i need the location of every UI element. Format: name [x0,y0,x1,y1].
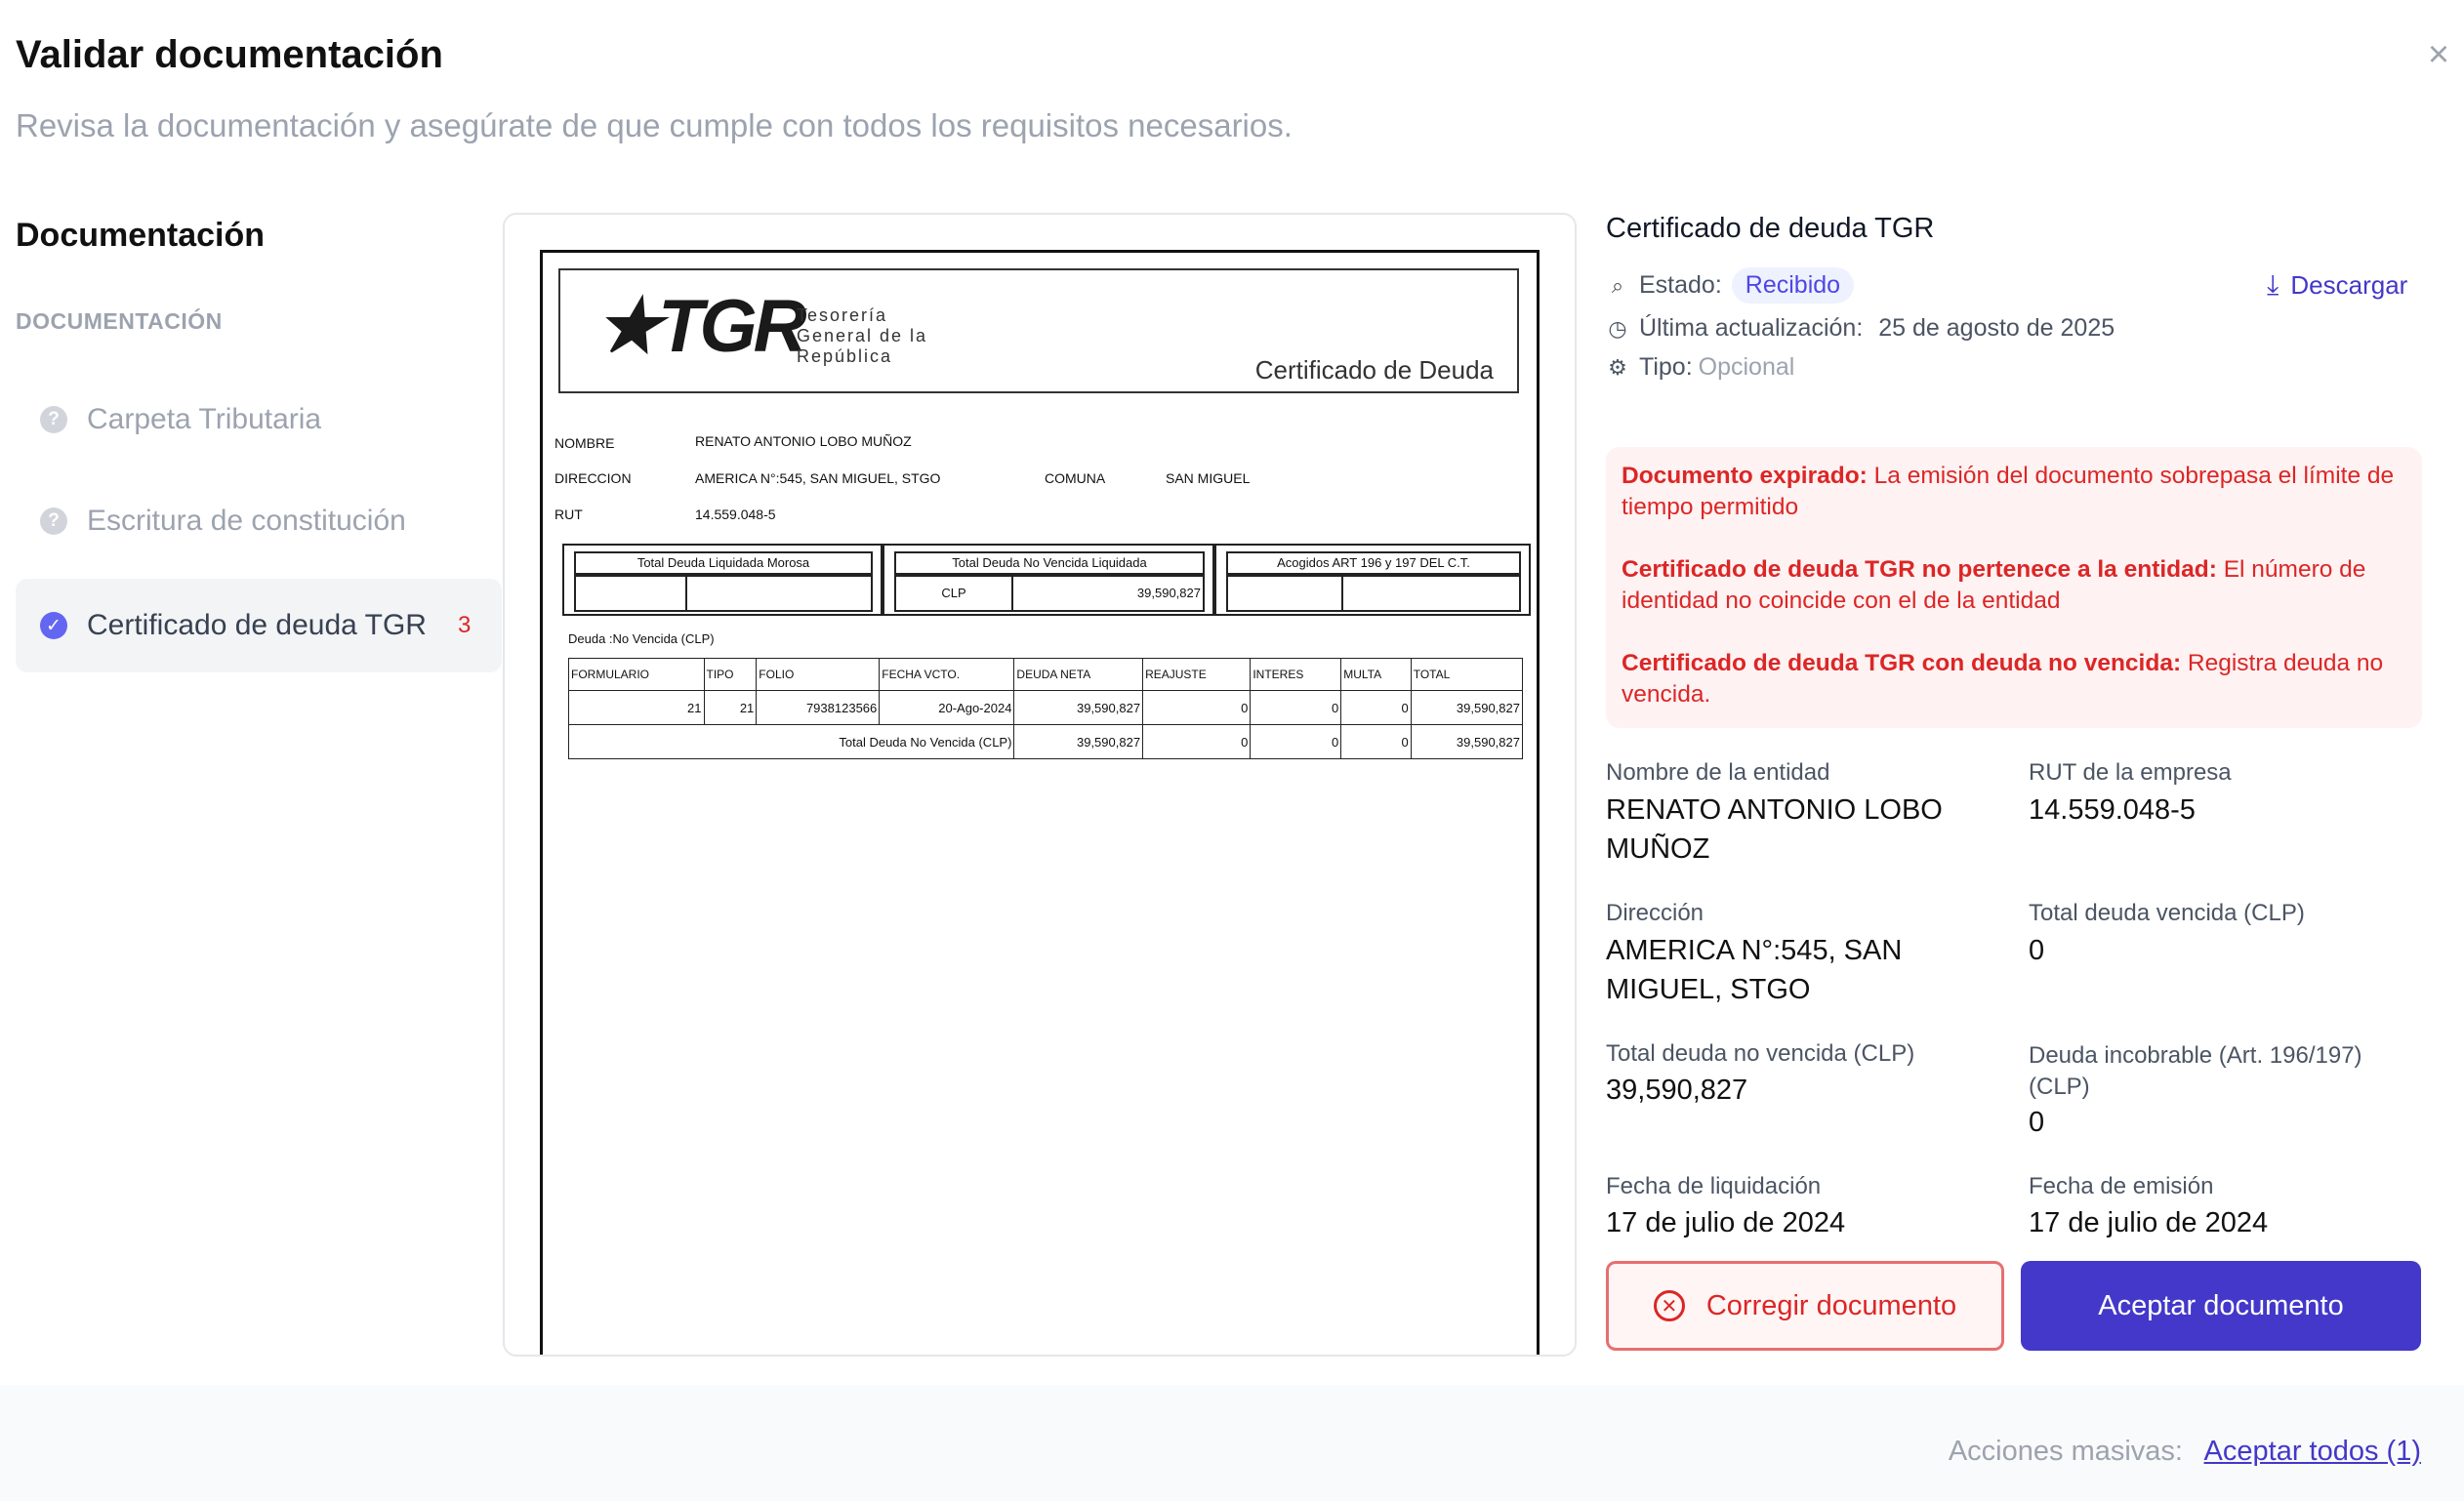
document-viewer[interactable] [503,213,1577,1357]
accept-all-link[interactable]: Aceptar todos (1) [2203,1436,2421,1467]
table-total-row [569,725,1523,759]
detail-caption: Deuda :No Vencida (CLP) [568,631,715,646]
rut-label: RUT [554,507,583,522]
panel-title: Certificado de deuda TGR [1606,213,1935,244]
correct-document-label: Corregir documento [1705,1289,1957,1321]
summary-acogidos-row [1226,575,1521,612]
table-cell: 0 [1341,725,1412,759]
close-circle-icon: ✕ [1654,1290,1685,1321]
documentation-heading: Documentación [16,217,266,254]
table-header-row [569,659,1523,691]
field-value-entity-name: RENATO ANTONIO LOBO MUÑOZ [1606,794,1943,865]
table-cell: 0 [1341,691,1412,725]
detail-table [568,658,1523,759]
table-total-label: Total Deuda No Vencida (CLP) [569,725,1014,759]
field-label: Dirección [1606,900,1704,926]
download-label: Descargar [2290,270,2408,300]
direccion-value: AMERICA N°:545, SAN MIGUEL, STGO [695,470,941,486]
table-cell: 39,590,827 [1014,725,1143,759]
table-cell: 39,590,827 [1014,691,1143,725]
gear-icon: ⚙ [1608,354,1627,380]
field-label: Nombre de la entidad [1606,759,1830,786]
field-value-deuda-incobrable: 0 [2029,1107,2045,1138]
rut-value: 14.559.048-5 [695,507,776,522]
field-value-rut: 14.559.048-5 [2029,794,2196,826]
sidebar-item-escritura-constitucion[interactable] [16,474,502,568]
table-cell: 0 [1251,725,1341,759]
document-title: Certificado de Deuda [1254,355,1494,385]
tipo-value: Opcional [1698,353,1795,381]
table-header-cell: FECHA VCTO. [880,659,1014,691]
table-header-cell: MULTA [1341,659,1412,691]
field-label: Total deuda vencida (CLP) [2029,900,2305,926]
summary-morosa-label: Total Deuda Liquidada Morosa [574,551,873,575]
summary-no-vencida-value: 39,590,827 [1136,586,1201,600]
actualizacion-value: 25 de agosto de 2025 [1878,314,2115,342]
field-label: Fecha de emisión [2029,1173,2214,1199]
comuna-label: COMUNA [1045,470,1106,486]
alert-entity-mismatch: Certificado de deuda TGR no pertenece a la entidad: El número de identidad no coincide con el de la entidad [1622,556,2366,614]
sidebar-item-certificado-deuda-tgr[interactable] [16,579,502,672]
table-cell: 0 [1143,725,1251,759]
sidebar-item-label: Escritura de constitución [87,505,406,537]
alert-debt: Certificado de deuda TGR con deuda no vencida: Registra deuda no vencida. [1622,650,2384,708]
documentation-section-label: DOCUMENTACIÓN [16,308,223,334]
summary-no-vencida [883,544,1214,616]
tipo-label: Tipo: [1639,353,1693,381]
search-icon: ⌕ [1611,272,1624,298]
table-header-cell: FORMULARIO [569,659,705,691]
sidebar-item-carpeta-tributaria[interactable] [16,373,502,467]
alert-expired: Documento expirado: La emisión del documento sobrepasa el límite de tiempo permitido [1622,463,2395,520]
question-icon: ? [40,406,67,433]
tgr-logo: ★TGR [595,285,803,368]
summary-no-vencida-label: Total Deuda No Vencida Liquidada [894,551,1205,575]
table-cell: 7938123566 [757,691,880,725]
table-cell: 21 [704,691,757,725]
validation-alert [1606,447,2422,728]
actualizacion-row [1606,314,2115,343]
summary-no-vencida-row [894,575,1205,612]
close-icon[interactable]: × [2427,34,2450,75]
table-header-cell: FOLIO [757,659,880,691]
modal-subtitle: Revisa la documentación y asegúrate de que cumple con todos los requisitos necesarios. [16,107,1293,143]
document-page [540,250,1540,1357]
download-icon: ⤓ [2267,269,2279,300]
table-header-cell: DEUDA NETA [1014,659,1143,691]
comuna-value: SAN MIGUEL [1166,470,1251,486]
table-header-cell: REAJUSTE [1143,659,1251,691]
field-label: Deuda incobrable (Art. 196/197) (CLP) [2029,1042,2362,1100]
table-row [569,691,1523,725]
question-icon: ? [40,507,67,535]
clock-icon: ◷ [1608,315,1627,341]
summary-acogidos [1214,544,1531,616]
status-badge: Recibido [1732,267,1854,304]
sidebar-item-label: Certificado de deuda TGR [87,609,427,641]
document-header [558,268,1519,393]
nombre-label: NOMBRE [554,435,615,451]
field-label: RUT de la empresa [2029,759,2232,786]
table-cell: 21 [569,691,705,725]
field-value-total-vencida: 0 [2029,935,2045,966]
table-cell: 0 [1251,691,1341,725]
check-circle-icon: ✓ [40,612,67,639]
tipo-row [1606,353,1794,382]
field-value-fecha-emision: 17 de julio de 2024 [2029,1207,2269,1238]
field-label: Total deuda no vencida (CLP) [1606,1040,1915,1067]
issue-count-badge: 3 [457,612,472,638]
sidebar-item-label: Carpeta Tributaria [87,403,322,435]
table-header-cell: TIPO [704,659,757,691]
modal-title: Validar documentación [16,33,443,76]
table-cell: 39,590,827 [1411,691,1522,725]
accept-document-button[interactable]: Aceptar documento [2021,1261,2421,1351]
field-label: Fecha de liquidación [1606,1173,1822,1199]
direccion-label: DIRECCION [554,470,632,486]
table-cell: 20-Ago-2024 [880,691,1014,725]
summary-acogidos-label: Acogidos ART 196 y 197 DEL C.T. [1226,551,1521,575]
download-button[interactable] [2267,269,2407,302]
summary-morosa-row [574,575,873,612]
table-cell: 39,590,827 [1411,725,1522,759]
table-header-cell: INTERES [1251,659,1341,691]
field-value-address: AMERICA N°:545, SAN MIGUEL, STGO [1606,935,1903,1005]
estado-label: Estado: [1639,271,1722,299]
field-value-total-no-vencida: 39,590,827 [1606,1075,1748,1106]
estado-row [1606,267,1854,304]
field-value-fecha-liquidacion: 17 de julio de 2024 [1606,1207,1846,1238]
nombre-value: RENATO ANTONIO LOBO MUÑOZ [695,433,912,449]
table-cell: 0 [1143,691,1251,725]
correct-document-button[interactable] [1606,1261,2004,1351]
tgr-org-name: Tesorería General de la República [797,305,928,366]
summary-currency: CLP [896,577,1013,610]
bulk-actions-footer [0,1385,2464,1501]
bulk-actions-label: Acciones masivas: [1948,1436,2183,1467]
table-header-cell: TOTAL [1411,659,1522,691]
summary-morosa [562,544,883,616]
actualizacion-label: Última actualización: [1639,314,1864,342]
